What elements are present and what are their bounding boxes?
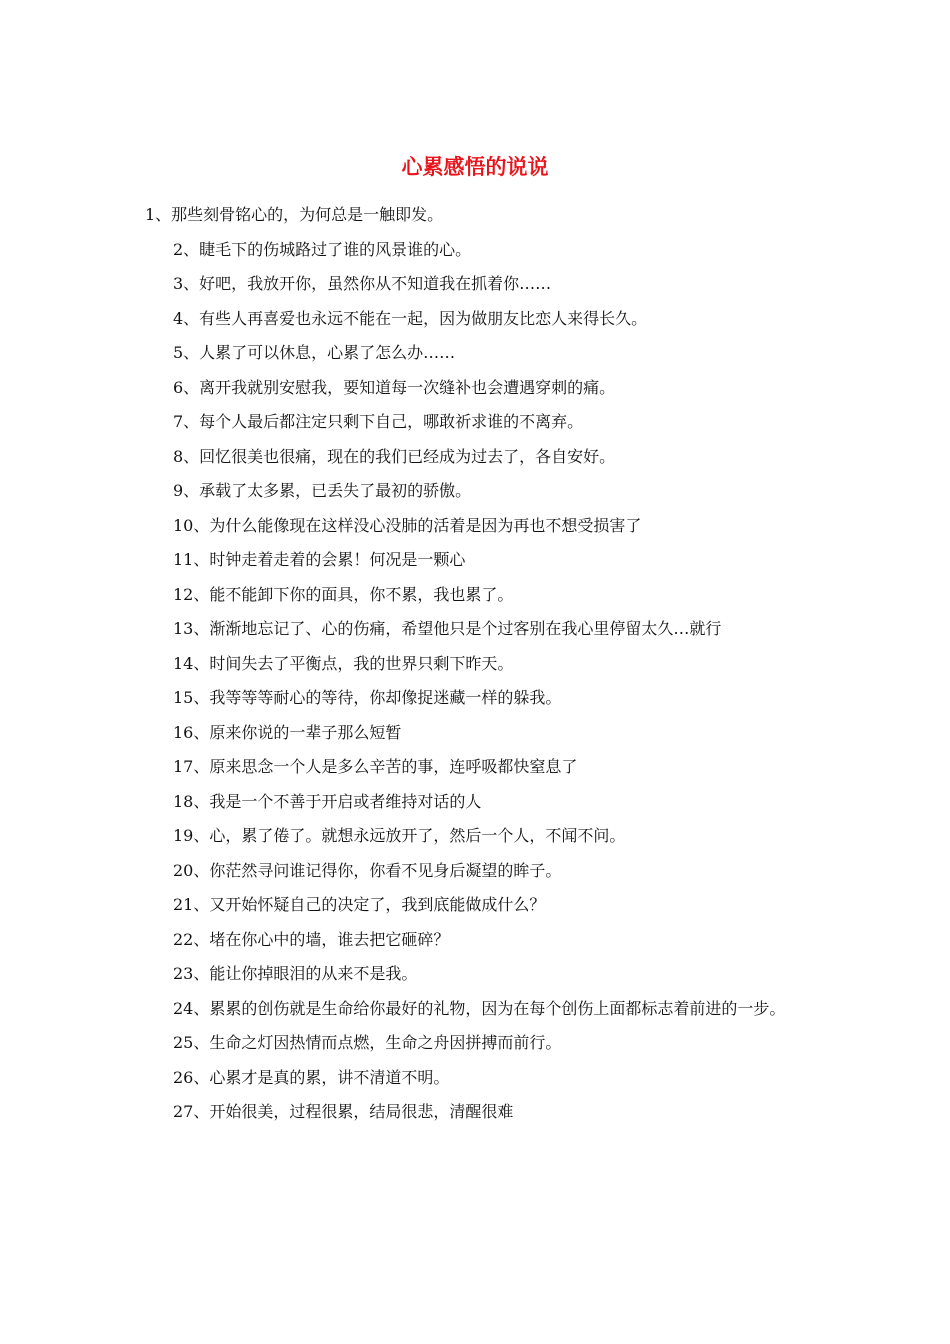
paragraph: 20、你茫然寻问谁记得你，你看不见身后凝望的眸子。 [173, 860, 562, 880]
paragraph: 18、我是一个不善于开启或者维持对话的人 [173, 791, 482, 811]
paragraph: 16、原来你说的一辈子那么短暂 [173, 722, 402, 742]
paragraph: 21、又开始怀疑自己的决定了，我到底能做成什么？ [173, 895, 546, 914]
paragraph: 3、好吧，我放开你，虽然你从不知道我在抓着你…… [173, 274, 552, 293]
paragraph: 5、人累了可以休息，心累了怎么办…… [173, 343, 456, 362]
paragraph: 10、为什么能像现在这样没心没肺的活着是因为再也不想受损害了 [173, 515, 642, 535]
paragraph: 8、回忆很美也很痛，现在的我们已经成为过去了，各自安好。 [173, 446, 616, 466]
paragraph: 9、承载了太多累，已丢失了最初的骄傲。 [173, 481, 472, 500]
paragraph: 19、心，累了倦了。就想永远放开了，然后一个人，不闻不问。 [173, 826, 626, 845]
paragraph: 11、时钟走着走着的会累！何况是一颗心 [173, 550, 466, 569]
paragraph: 17、原来思念一个人是多么辛苦的事，连呼吸都快窒息了 [173, 757, 578, 776]
paragraph: 23、能让你掉眼泪的从来不是我。 [173, 964, 418, 983]
paragraph: 25、生命之灯因热情而点燃，生命之舟因拼搏而前行。 [173, 1033, 562, 1052]
paragraph: 24、累累的创伤就是生命给你最好的礼物，因为在每个创伤上面都标志着前进的一步。 [173, 998, 786, 1018]
paragraph: 7、每个人最后都注定只剩下自己，哪敢祈求谁的不离弃。 [173, 412, 584, 431]
paragraph: 2、睫毛下的伤城路过了谁的风景谁的心。 [173, 239, 472, 259]
document-body [145, 198, 810, 1130]
paragraph: 15、我等等等耐心的等待，你却像捉迷藏一样的躲我。 [173, 688, 562, 707]
paragraph: 22、堵在你心中的墙，谁去把它砸碎？ [173, 929, 450, 949]
paragraph: 4、有些人再喜爱也永远不能在一起，因为做朋友比恋人来得长久。 [173, 308, 648, 328]
paragraph: 1、那些刻骨铭心的，为何总是一触即发。 [145, 205, 444, 224]
paragraph: 27、开始很美，过程很累，结局很悲，清醒很难 [173, 1102, 514, 1121]
page-title: 心累感悟的说说 [401, 155, 549, 179]
paragraph: 14、时间失去了平衡点，我的世界只剩下昨天。 [173, 653, 514, 673]
paragraph: 6、离开我就别安慰我，要知道每一次缝补也会遭遇穿刺的痛。 [173, 377, 616, 397]
paragraph: 12、能不能卸下你的面具，你不累，我也累了。 [173, 584, 514, 604]
paragraph: 26、心累才是真的累，讲不清道不明。 [173, 1067, 450, 1087]
paragraph: 13、渐渐地忘记了、心的伤痛，希望他只是个过客别在我心里停留太久…就行 [173, 619, 722, 638]
